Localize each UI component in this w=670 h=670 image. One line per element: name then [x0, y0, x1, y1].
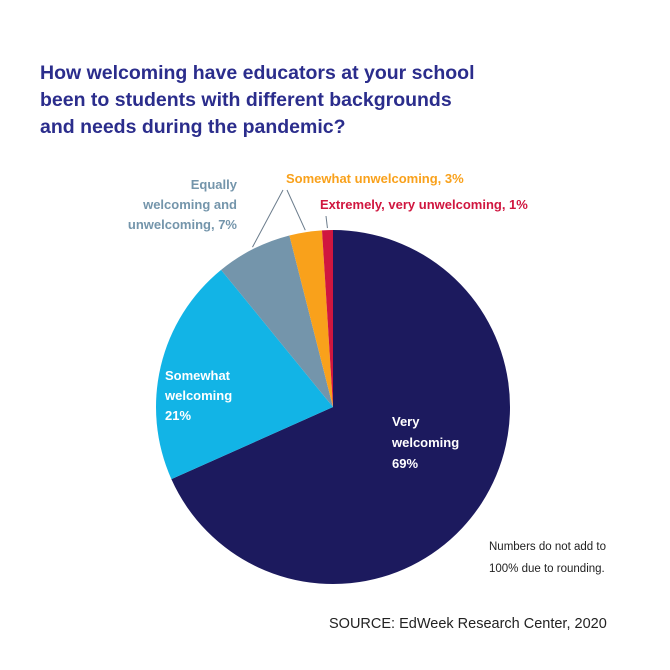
pie-slices: [156, 230, 510, 584]
slice-label-line: Somewhat unwelcoming, 3%: [286, 171, 464, 186]
slice-label-line: 21%: [165, 408, 192, 423]
slice-label-line: welcoming and: [143, 197, 237, 212]
slice-label-line: 69%: [392, 456, 419, 471]
slice-label-extremely-very-unwelcoming: [320, 197, 528, 212]
rounding-note-line: Numbers do not add to: [489, 541, 606, 553]
chart-title-line: been to students with different backgrounds: [40, 89, 452, 111]
leader-line-somewhat-unwelcoming: [287, 190, 305, 230]
slice-label-line: Equally: [190, 177, 237, 192]
slice-label-line: welcoming: [165, 388, 233, 403]
slice-label-line: Somewhat: [165, 368, 231, 383]
slice-label-somewhat-unwelcoming: [286, 171, 464, 186]
source-note: SOURCE: EdWeek Research Center, 2020: [329, 616, 607, 632]
chart-title-line: How welcoming have educators at your school: [40, 62, 475, 84]
rounding-note: [489, 536, 639, 580]
chart-title-line: and needs during the pandemic?: [40, 116, 346, 138]
rounding-note-line: 100% due to rounding.: [489, 563, 605, 575]
slice-label-line: Extremely, very unwelcoming, 1%: [320, 197, 528, 212]
slice-label-line: welcoming: [392, 435, 460, 450]
chart-title: [40, 60, 560, 141]
slice-label-equally-welcoming-and-unwelcoming: [128, 177, 238, 232]
leader-line-extremely-very-unwelcoming: [326, 216, 327, 228]
slice-label-line: unwelcoming, 7%: [127, 217, 237, 232]
slice-label-line: Very: [392, 414, 420, 429]
leader-line-equally-welcoming-and-unwelcoming: [252, 190, 283, 247]
